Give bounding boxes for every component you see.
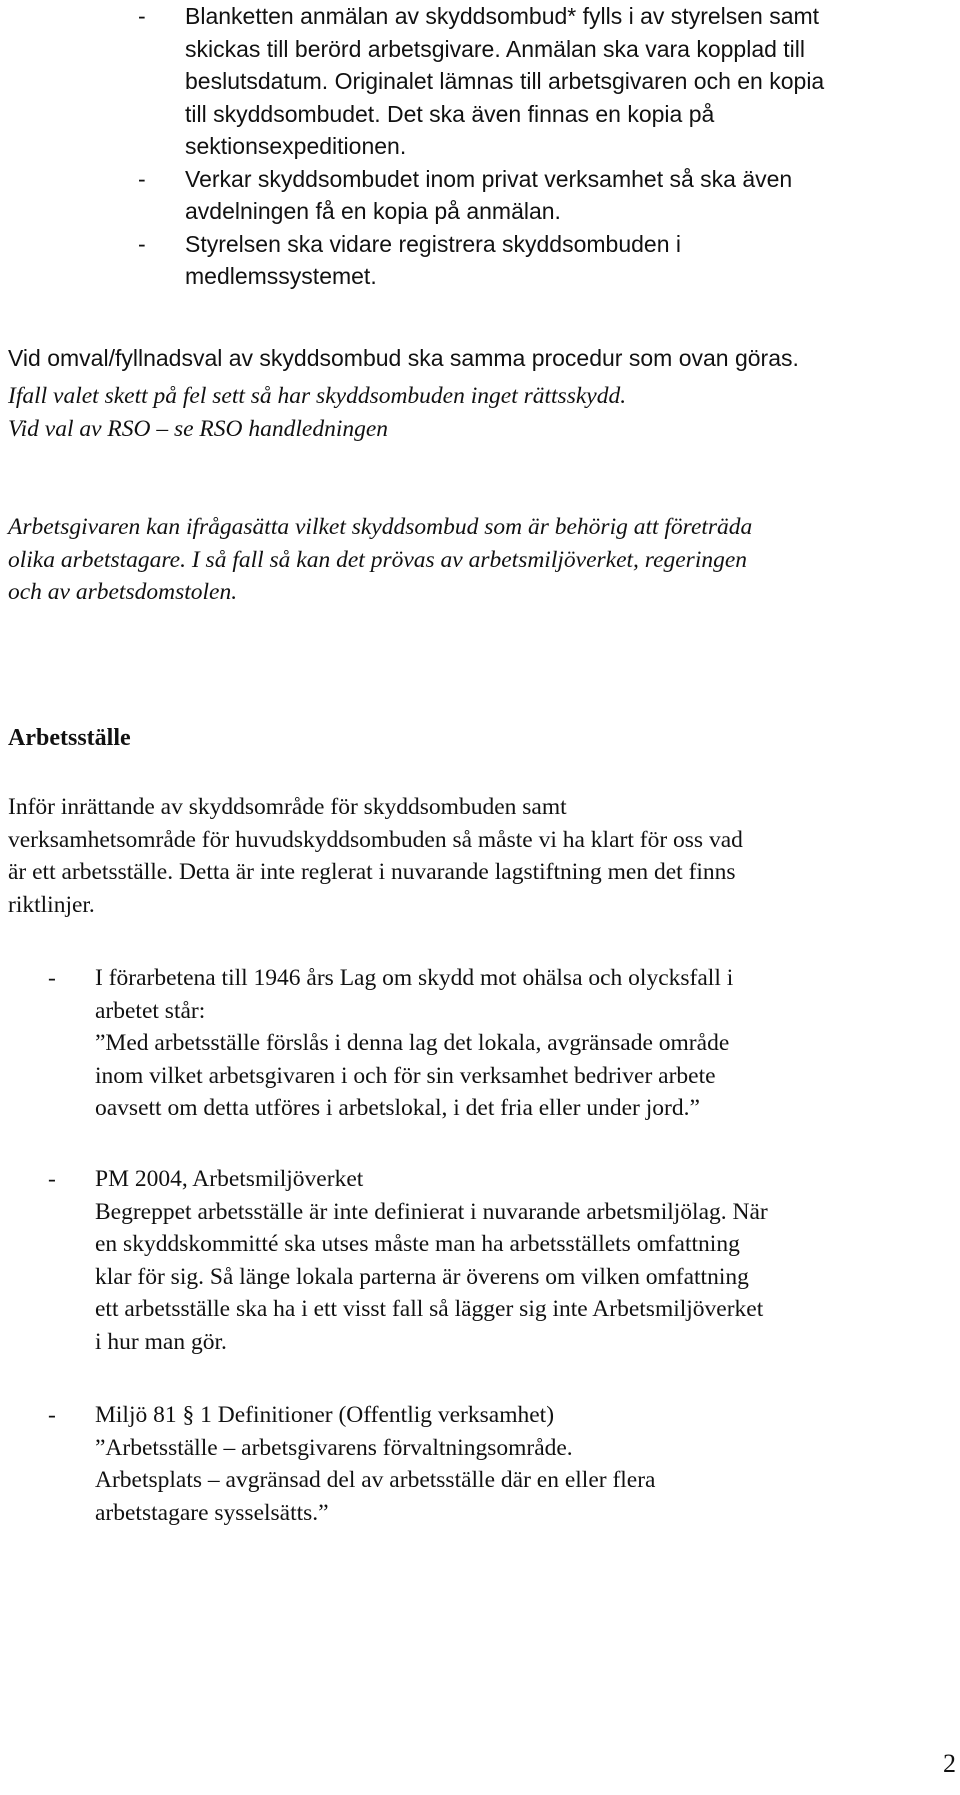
list-item [0, 1399, 960, 1529]
dash-marker: - [138, 3, 146, 29]
list-line: till skyddsombudet. Det ska även finnas en kopia på [185, 100, 715, 127]
list-line: inom vilket arbetsgivaren i och för sin verksamhet bedriver arbete [95, 1062, 716, 1089]
omval-text: Vid omval/fyllnadsval av skyddsombud ska samma procedur som ovan göras. [8, 345, 799, 371]
list-line: PM 2004, Arbetsmiljöverket [95, 1166, 364, 1192]
list-line: oavsett om detta utföres i arbetslokal, i det fria eller under jord.” [95, 1095, 700, 1121]
top-dash-list [0, 0, 960, 293]
list-line: medlemssystemet. [185, 263, 377, 289]
list-item [0, 962, 960, 1125]
dash-marker: - [138, 165, 146, 192]
list-line: beslutsdatum. Originalet lämnas till arbetsgivaren och en kopia [185, 68, 825, 94]
dash-marker: - [138, 230, 146, 257]
italic-paragraph [0, 511, 960, 609]
list-line: ”Med arbetsställe förslås i denna lag det lokala, avgränsade område [95, 1030, 730, 1056]
section-intro [0, 791, 960, 921]
note-line: olika arbetstagare. I så fall så kan det prövas av arbetsmiljöverket, regeringen [8, 546, 748, 573]
dash-marker: - [48, 1166, 56, 1192]
list-line: Verkar skyddsombudet inom privat verksamhet så ska även [185, 165, 793, 192]
note-line: och av arbetsdomstolen. [8, 579, 238, 605]
list-item [0, 0, 960, 163]
section-dash-list [0, 962, 960, 1125]
section-heading: Arbetsställe [8, 725, 131, 751]
list-item [0, 1163, 960, 1358]
list-line: skickas till berörd arbetsgivare. Anmälan ska vara kopplad till [185, 35, 806, 62]
note-line: Ifall valet skett på fel sett så har skyddsombuden inget rättsskydd. [8, 383, 627, 409]
list-line: I förarbetena till 1946 års Lag om skydd mot ohälsa och olycksfall i [95, 965, 734, 991]
intro-line: riktlinjer. [8, 891, 95, 918]
intro-line: Inför inrättande av skyddsområde för skyddsombuden samt [8, 794, 567, 820]
note-line: Vid val av RSO – se RSO handledningen [8, 415, 389, 442]
list-line: Arbetsplats – avgränsad del av arbetsställe där en eller flera [95, 1467, 656, 1493]
list-line: ”Arbetsställe – arbetsgivarens förvaltningsområde. [95, 1434, 573, 1461]
list-line: avdelningen få en kopia på anmälan. [185, 198, 561, 224]
list-item [0, 228, 960, 293]
list-line: Begreppet arbetsställe är inte definierat i nuvarande arbetsmiljölag. När [95, 1198, 768, 1225]
section-dash-list-3 [0, 1399, 960, 1529]
intro-line: är ett arbetsställe. Detta är inte reglerat i nuvarande lagstiftning men det finns [8, 859, 736, 885]
dash-marker: - [48, 1402, 56, 1428]
omval-paragraph [0, 342, 960, 375]
list-item [0, 163, 960, 228]
list-line: i hur man gör. [95, 1328, 227, 1355]
dash-marker: - [48, 965, 56, 991]
list-line: arbetstagare sysselsätts.” [95, 1499, 329, 1526]
note-line: Arbetsgivaren kan ifrågasätta vilket skyddsombud som är behörig att företräda [8, 514, 753, 540]
list-line: Styrelsen ska vidare registrera skyddsombuden i [185, 230, 682, 257]
page-number: 2 [943, 1749, 956, 1778]
list-line: Miljö 81 § 1 Definitioner (Offentlig verksamhet) [95, 1402, 555, 1428]
italic-note [0, 380, 960, 445]
list-line: Blanketten anmälan av skyddsombud* fylls i av styrelsen samt [185, 3, 820, 29]
list-line: en skyddskommitté ska utses måste man ha arbetsställets omfattning [95, 1231, 740, 1257]
list-line: klar för sig. Så länge lokala parterna är överens om vilken omfattning [95, 1263, 749, 1290]
list-line: sektionsexpeditionen. [185, 133, 407, 159]
section-dash-list-2 [0, 1163, 960, 1358]
intro-line: verksamhetsområde för huvudskyddsombuden så måste vi ha klart för oss vad [8, 826, 743, 853]
list-line: ett arbetsställe ska ha i ett visst fall så lägger sig inte Arbetsmiljöverket [95, 1296, 764, 1322]
list-line: arbetet står: [95, 997, 206, 1024]
